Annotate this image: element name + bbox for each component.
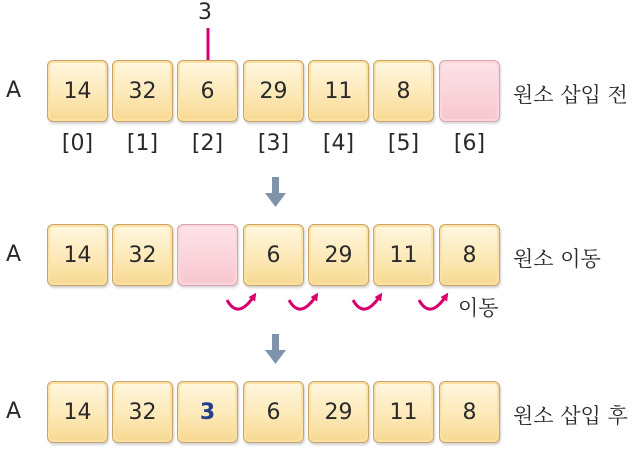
insert-value: 3 [198,0,212,25]
index-label: [3] [257,131,290,156]
row-caption: 원소 이동 [513,247,601,271]
array-label: A [6,242,22,267]
array-cell: 8 [439,224,500,286]
index-labels [47,131,497,161]
array-cell: 8 [373,60,434,122]
array-cell: 14 [47,381,108,443]
index-label: [4] [322,131,355,156]
move-label: 이동 [458,296,499,320]
array-label: A [6,399,22,424]
index-label: [1] [126,131,159,156]
index-label: [0] [61,131,94,156]
shift-arrow-1 [227,296,254,309]
shift-arrows [227,296,446,309]
row-shift [0,224,644,290]
array-cell-empty [177,224,238,286]
array-label: A [6,78,22,103]
array-cell: 14 [47,224,108,286]
shift-arrow-3 [353,296,380,309]
array-cell: 8 [439,381,500,443]
array-cell: 11 [308,60,369,122]
shift-arrow-4 [419,296,446,309]
index-label: [2] [191,131,224,156]
row-after-insert [0,381,644,447]
step-arrow-down-1 [265,177,286,207]
array-cell: 29 [308,381,369,443]
index-label: [6] [453,131,486,156]
array-cell: 29 [308,224,369,286]
array-cell: 14 [47,60,108,122]
array-cell: 32 [112,224,173,286]
index-label: [5] [387,131,420,156]
step-arrow-down-2 [265,334,286,364]
array-cell: 11 [373,381,434,443]
array-cell: 32 [112,60,173,122]
shift-arrow-2 [289,296,316,309]
row-caption: 원소 삽입 전 [513,83,628,107]
array-cell: 11 [373,224,434,286]
row-caption: 원소 삽입 후 [513,404,628,428]
array-cell: 29 [243,60,304,122]
array-cell: 6 [243,381,304,443]
array-cell: 6 [243,224,304,286]
row-before-insert [0,60,644,126]
array-cell: 32 [112,381,173,443]
array-cell-empty [439,60,500,122]
array-cell: 6 [177,60,238,122]
array-cell-inserted: 3 [177,381,238,443]
